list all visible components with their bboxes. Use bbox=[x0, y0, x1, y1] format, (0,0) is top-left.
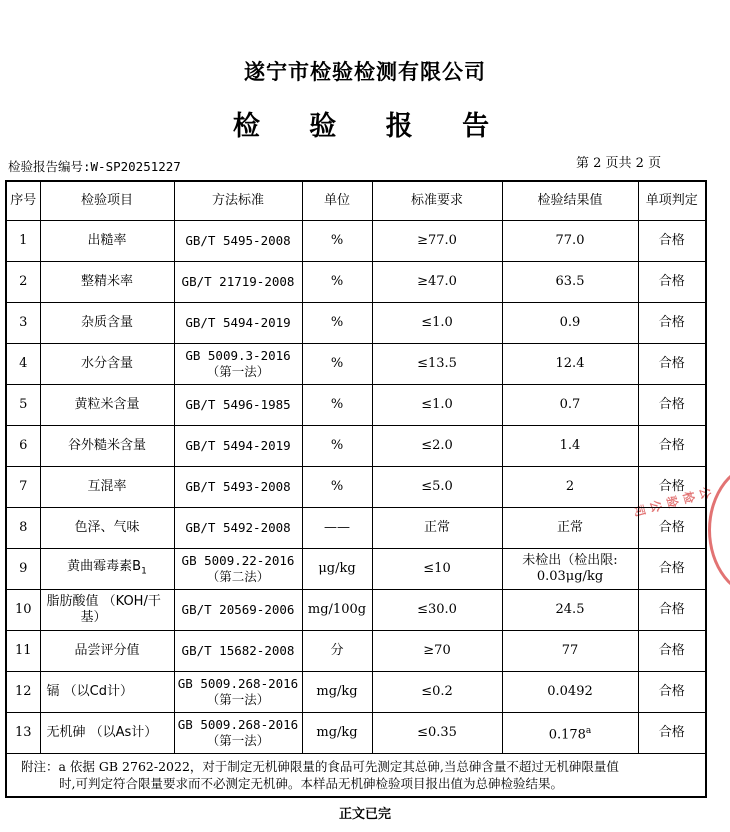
cell-method bbox=[174, 549, 302, 590]
item-name-line bbox=[43, 356, 172, 372]
cell-no bbox=[6, 262, 40, 303]
requirement-value: ≤1.0 bbox=[421, 397, 453, 412]
cell-result bbox=[502, 713, 638, 754]
requirement-value: ≤30.0 bbox=[417, 602, 457, 617]
requirement-value: ≤1.0 bbox=[421, 315, 453, 330]
judgement-value: 合格 bbox=[658, 643, 685, 658]
item-name-line bbox=[43, 397, 172, 413]
result-value: 63.5 bbox=[555, 274, 585, 289]
row-number: 8 bbox=[19, 520, 28, 535]
method-standard: GB 5009.268-2016 bbox=[177, 717, 299, 732]
item-name-line bbox=[43, 274, 172, 290]
cell-requirement bbox=[372, 508, 502, 549]
method-standard: GB/T 5494-2019 bbox=[185, 438, 291, 453]
method-standard: GB/T 15682-2008 bbox=[181, 643, 295, 658]
result-value: 77.0 bbox=[555, 233, 585, 248]
item-name: 镉 （以Cd计） bbox=[46, 684, 133, 699]
method-note: （第一法） bbox=[206, 364, 270, 379]
inspection-table bbox=[5, 180, 707, 798]
item-name-line bbox=[47, 684, 172, 700]
cell-judgement bbox=[638, 549, 706, 590]
note-line-1: 附注：a 依据 GB 2762-2022，对于制定无机砷限量的食品可先测定其总砷,当总砷含量不超过无机砷限量值 bbox=[21, 759, 619, 774]
result-line bbox=[505, 520, 636, 536]
cell-requirement bbox=[372, 672, 502, 713]
table-row bbox=[6, 303, 706, 344]
unit-value: mg/kg bbox=[316, 684, 358, 699]
method-note: （第一法） bbox=[206, 692, 270, 707]
table-row bbox=[6, 672, 706, 713]
col-header-result: 检验结果值 bbox=[502, 181, 638, 221]
cell-judgement bbox=[638, 344, 706, 385]
item-name-line bbox=[43, 559, 172, 580]
result-value: 24.5 bbox=[555, 602, 585, 617]
table-row bbox=[6, 631, 706, 672]
method-standard: GB 5009.268-2016 bbox=[177, 676, 299, 691]
item-name: 脂肪酸值 （KOH/干 bbox=[46, 594, 161, 609]
cell-judgement bbox=[638, 508, 706, 549]
result-value: 正常 bbox=[556, 520, 583, 535]
method-standard: GB 5009.3-2016 bbox=[185, 348, 291, 363]
method-standard: GB/T 5495-2008 bbox=[185, 233, 291, 248]
note-cell bbox=[6, 754, 706, 798]
result-footnote-mark: a bbox=[585, 725, 592, 736]
result-line bbox=[505, 553, 636, 569]
row-number: 13 bbox=[14, 725, 32, 740]
result-value: 0.9 bbox=[559, 315, 581, 330]
cell-requirement bbox=[372, 221, 502, 262]
judgement-value: 合格 bbox=[658, 233, 685, 248]
page-info: 第 2 页共 2 页 bbox=[576, 156, 662, 171]
col-header-item: 检验项目 bbox=[40, 181, 174, 221]
cell-judgement bbox=[638, 262, 706, 303]
item-name-line bbox=[47, 725, 172, 741]
row-number: 12 bbox=[14, 684, 32, 699]
row-number: 6 bbox=[19, 438, 28, 453]
method-standard: GB/T 5494-2019 bbox=[185, 315, 291, 330]
cell-item bbox=[40, 344, 174, 385]
cell-item bbox=[40, 221, 174, 262]
cell-item bbox=[40, 385, 174, 426]
cell-judgement bbox=[638, 713, 706, 754]
cell-unit bbox=[302, 262, 372, 303]
cell-judgement bbox=[638, 385, 706, 426]
result-line bbox=[505, 723, 636, 743]
table-row bbox=[6, 508, 706, 549]
requirement-value: ≤5.0 bbox=[421, 479, 453, 494]
cell-result bbox=[502, 590, 638, 631]
item-name: 出糙率 bbox=[87, 233, 127, 248]
cell-item bbox=[40, 549, 174, 590]
requirement-value: ≥77.0 bbox=[417, 233, 457, 248]
requirement-value: ≤0.35 bbox=[417, 725, 457, 740]
unit-value: % bbox=[330, 356, 344, 371]
method-note: （第一法） bbox=[206, 733, 270, 748]
cell-no bbox=[6, 221, 40, 262]
end-of-text: 正文已完 bbox=[338, 807, 391, 822]
result-value: 1.4 bbox=[559, 438, 581, 453]
item-name: 互混率 bbox=[87, 479, 127, 494]
item-name: 品尝评分值 bbox=[74, 643, 140, 658]
cell-result bbox=[502, 344, 638, 385]
row-number: 10 bbox=[14, 602, 32, 617]
item-name: 整精米率 bbox=[80, 274, 133, 289]
method-standard: GB/T 21719-2008 bbox=[181, 274, 295, 289]
item-name-line bbox=[43, 233, 172, 249]
seal-text: 公检验公司 bbox=[630, 485, 714, 521]
item-name-line bbox=[43, 315, 172, 331]
cell-unit bbox=[302, 590, 372, 631]
cell-requirement bbox=[372, 262, 502, 303]
cell-requirement bbox=[372, 590, 502, 631]
cell-method bbox=[174, 303, 302, 344]
cell-result bbox=[502, 631, 638, 672]
cell-result bbox=[502, 549, 638, 590]
item-name-line bbox=[43, 438, 172, 454]
result-line bbox=[505, 315, 636, 331]
unit-value: % bbox=[330, 479, 344, 494]
judgement-value: 合格 bbox=[658, 315, 685, 330]
unit-value: % bbox=[330, 438, 344, 453]
cell-no bbox=[6, 303, 40, 344]
cell-item bbox=[40, 508, 174, 549]
cell-judgement bbox=[638, 221, 706, 262]
unit-value: % bbox=[330, 315, 344, 330]
cell-unit bbox=[302, 631, 372, 672]
result-line bbox=[505, 397, 636, 413]
cell-method bbox=[174, 385, 302, 426]
item-name: 谷外糙米含量 bbox=[67, 438, 146, 453]
result-line bbox=[505, 438, 636, 454]
col-header-requirement: 标准要求 bbox=[372, 181, 502, 221]
cell-no bbox=[6, 508, 40, 549]
cell-unit bbox=[302, 344, 372, 385]
cell-judgement bbox=[638, 303, 706, 344]
item-name-line bbox=[43, 520, 172, 536]
cell-result bbox=[502, 385, 638, 426]
item-name-line-2: 基） bbox=[80, 610, 107, 625]
cell-requirement bbox=[372, 631, 502, 672]
cell-judgement bbox=[638, 590, 706, 631]
result-line bbox=[505, 602, 636, 618]
cell-unit bbox=[302, 221, 372, 262]
cell-no bbox=[6, 672, 40, 713]
item-name-line bbox=[43, 643, 172, 659]
result-value: 77 bbox=[561, 643, 579, 658]
cell-no bbox=[6, 631, 40, 672]
cell-no bbox=[6, 549, 40, 590]
cell-unit bbox=[302, 303, 372, 344]
col-header-judgement: 单项判定 bbox=[638, 181, 706, 221]
cell-result bbox=[502, 221, 638, 262]
requirement-value: ≥47.0 bbox=[417, 274, 457, 289]
row-number: 3 bbox=[19, 315, 28, 330]
cell-no bbox=[6, 713, 40, 754]
result-value: 0.7 bbox=[559, 397, 581, 412]
cell-unit bbox=[302, 508, 372, 549]
cell-item bbox=[40, 631, 174, 672]
item-name: 黄曲霉毒素B bbox=[67, 558, 142, 574]
note-line-2: 时,可判定符合限量要求而不必测定无机砷。本样品无机砷检验项目报出值为总砷检验结果。 bbox=[59, 776, 563, 791]
cell-no bbox=[6, 467, 40, 508]
table-row bbox=[6, 426, 706, 467]
cell-requirement bbox=[372, 385, 502, 426]
cell-unit bbox=[302, 385, 372, 426]
cell-requirement bbox=[372, 467, 502, 508]
cell-unit bbox=[302, 467, 372, 508]
judgement-value: 合格 bbox=[658, 479, 685, 494]
unit-value: % bbox=[330, 274, 344, 289]
cell-method bbox=[174, 713, 302, 754]
unit-value: % bbox=[330, 233, 344, 248]
cell-result bbox=[502, 508, 638, 549]
cell-requirement bbox=[372, 713, 502, 754]
requirement-value: ≤13.5 bbox=[417, 356, 457, 371]
item-name: 色泽、气味 bbox=[74, 520, 140, 535]
cell-judgement bbox=[638, 631, 706, 672]
cell-result bbox=[502, 262, 638, 303]
result-line bbox=[505, 356, 636, 372]
method-standard: GB/T 5496-1985 bbox=[185, 397, 291, 412]
item-subscript: 1 bbox=[141, 566, 147, 577]
cell-method bbox=[174, 467, 302, 508]
note-row bbox=[6, 754, 706, 798]
cell-requirement bbox=[372, 303, 502, 344]
result-value: 0.0492 bbox=[547, 684, 593, 699]
unit-value: mg/100g bbox=[307, 602, 367, 617]
unit-value: mg/kg bbox=[316, 725, 358, 740]
requirement-value: 正常 bbox=[423, 520, 450, 535]
cell-requirement bbox=[372, 344, 502, 385]
judgement-value: 合格 bbox=[658, 356, 685, 371]
cell-item bbox=[40, 303, 174, 344]
table-row bbox=[6, 221, 706, 262]
row-number: 2 bbox=[19, 274, 28, 289]
table-header-row bbox=[6, 181, 706, 221]
cell-method bbox=[174, 508, 302, 549]
table-row bbox=[6, 590, 706, 631]
result-line bbox=[505, 274, 636, 290]
judgement-value: 合格 bbox=[658, 274, 685, 289]
cell-unit bbox=[302, 713, 372, 754]
cell-method bbox=[174, 672, 302, 713]
result-value: 2 bbox=[565, 479, 575, 494]
item-name: 杂质含量 bbox=[80, 315, 133, 330]
cell-judgement bbox=[638, 426, 706, 467]
method-note: （第二法） bbox=[206, 569, 270, 584]
result-line bbox=[505, 643, 636, 659]
requirement-value: ≤0.2 bbox=[421, 684, 453, 699]
judgement-value: 合格 bbox=[658, 602, 685, 617]
judgement-value: 合格 bbox=[658, 561, 685, 576]
result-value-line-2: 0.03μg/kg bbox=[536, 569, 604, 584]
method-standard: GB/T 5492-2008 bbox=[185, 520, 291, 535]
judgement-value: 合格 bbox=[658, 397, 685, 412]
requirement-value: ≤2.0 bbox=[421, 438, 453, 453]
judgement-value: 合格 bbox=[658, 438, 685, 453]
organization-name: 遂宁市检验检测有限公司 bbox=[244, 60, 486, 84]
cell-method bbox=[174, 590, 302, 631]
cell-item bbox=[40, 467, 174, 508]
col-header-method: 方法标准 bbox=[174, 181, 302, 221]
row-number: 11 bbox=[14, 643, 32, 658]
cell-requirement bbox=[372, 426, 502, 467]
table-row bbox=[6, 385, 706, 426]
result-line bbox=[505, 684, 636, 700]
unit-value: % bbox=[330, 397, 344, 412]
cell-result bbox=[502, 467, 638, 508]
unit-value: μg/kg bbox=[318, 561, 356, 576]
cell-item bbox=[40, 590, 174, 631]
report-number: 检验报告编号:W-SP20251227 bbox=[8, 159, 181, 174]
cell-unit bbox=[302, 672, 372, 713]
cell-method bbox=[174, 631, 302, 672]
row-number: 1 bbox=[19, 233, 28, 248]
row-number: 5 bbox=[19, 397, 28, 412]
requirement-value: ≤10 bbox=[423, 561, 451, 576]
item-name: 水分含量 bbox=[80, 356, 133, 371]
result-value: 12.4 bbox=[555, 356, 585, 371]
cell-result bbox=[502, 426, 638, 467]
item-name-line bbox=[43, 479, 172, 495]
item-name-line bbox=[47, 594, 172, 610]
result-line bbox=[505, 233, 636, 249]
requirement-value: ≥70 bbox=[423, 643, 451, 658]
table-row bbox=[6, 713, 706, 754]
col-header-unit: 单位 bbox=[302, 181, 372, 221]
item-name: 无机砷 （以As计） bbox=[46, 725, 158, 740]
method-standard: GB 5009.22-2016 bbox=[181, 553, 295, 568]
result-value: 未检出（检出限: bbox=[522, 553, 618, 568]
cell-no bbox=[6, 344, 40, 385]
result-line bbox=[505, 479, 636, 495]
cell-unit bbox=[302, 426, 372, 467]
seal-stamp bbox=[708, 462, 730, 598]
row-number: 9 bbox=[19, 561, 28, 576]
report-title: 检 验 报 告 bbox=[232, 111, 510, 142]
row-number: 4 bbox=[19, 356, 28, 371]
table-row bbox=[6, 549, 706, 590]
cell-method bbox=[174, 262, 302, 303]
table-row bbox=[6, 262, 706, 303]
method-standard: GB/T 20569-2006 bbox=[181, 602, 295, 617]
judgement-value: 合格 bbox=[658, 684, 685, 699]
cell-no bbox=[6, 590, 40, 631]
cell-item bbox=[40, 426, 174, 467]
cell-method bbox=[174, 426, 302, 467]
cell-judgement bbox=[638, 672, 706, 713]
cell-judgement bbox=[638, 467, 706, 508]
table-row bbox=[6, 467, 706, 508]
item-name: 黄粒米含量 bbox=[74, 397, 140, 412]
cell-item bbox=[40, 713, 174, 754]
cell-item bbox=[40, 672, 174, 713]
cell-method bbox=[174, 344, 302, 385]
judgement-value: 合格 bbox=[658, 520, 685, 535]
judgement-value: 合格 bbox=[658, 725, 685, 740]
cell-result bbox=[502, 303, 638, 344]
method-standard: GB/T 5493-2008 bbox=[185, 479, 291, 494]
row-number: 7 bbox=[19, 479, 28, 494]
cell-no bbox=[6, 385, 40, 426]
unit-value: —— bbox=[324, 520, 350, 535]
cell-item bbox=[40, 262, 174, 303]
cell-requirement bbox=[372, 549, 502, 590]
cell-unit bbox=[302, 549, 372, 590]
table-row bbox=[6, 344, 706, 385]
cell-result bbox=[502, 672, 638, 713]
cell-no bbox=[6, 426, 40, 467]
result-value: 0.178 bbox=[548, 727, 586, 743]
cell-method bbox=[174, 221, 302, 262]
unit-value: 分 bbox=[330, 643, 344, 658]
col-header-no: 序号 bbox=[6, 181, 40, 221]
